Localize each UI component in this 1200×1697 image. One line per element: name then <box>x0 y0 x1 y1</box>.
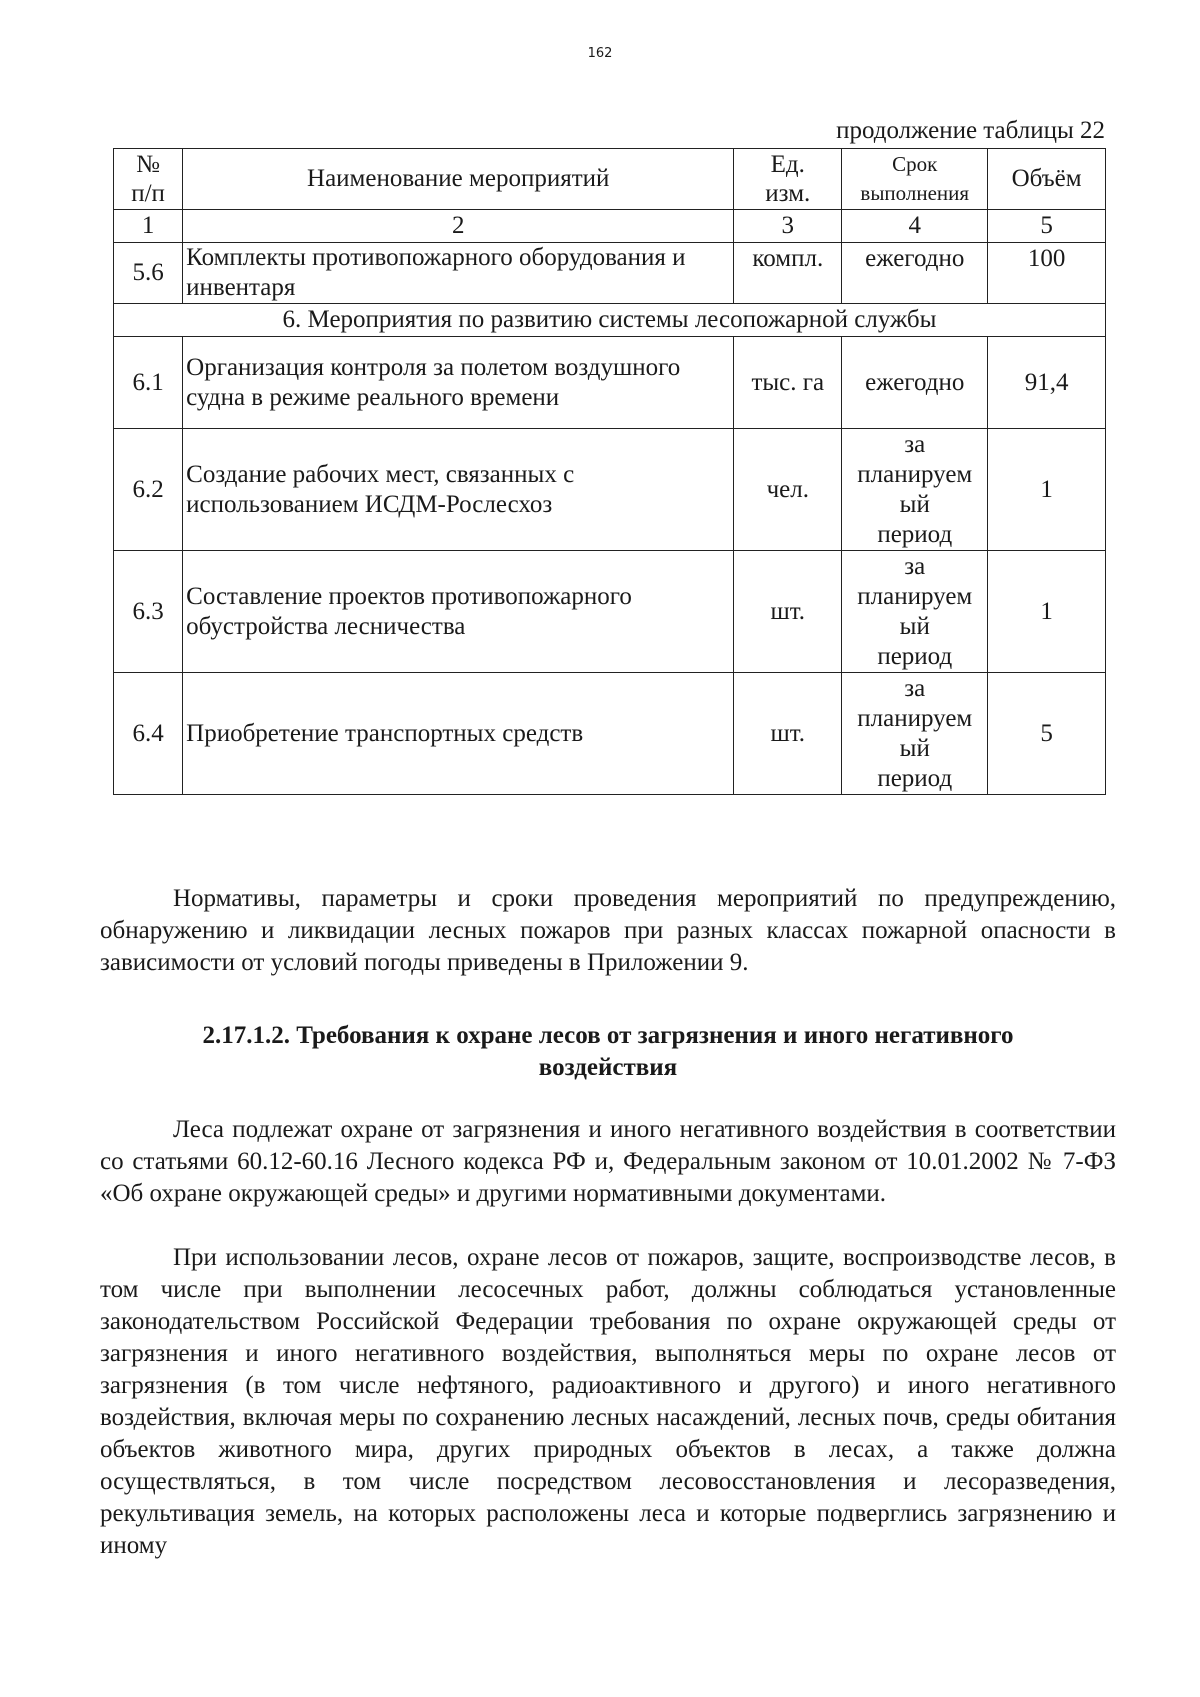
row-unit: чел. <box>734 429 842 551</box>
row-name: Комплекты противопожарного оборудования и инвентаря <box>183 243 734 304</box>
table-section-row <box>114 304 1106 337</box>
row-name: Создание рабочих мест, связанных с использованием ИСДМ-Рослесхоз <box>183 429 734 551</box>
header-volume: Объём <box>988 149 1106 210</box>
row-term: ежегодно <box>842 243 988 304</box>
row-num: 6.1 <box>114 337 183 429</box>
row-name: Приобретение транспортных средств <box>183 673 734 795</box>
row-unit: шт. <box>734 551 842 673</box>
row-num: 5.6 <box>114 243 183 304</box>
row-name: Организация контроля за полетом воздушного судна в режиме реального времени <box>183 337 734 429</box>
table-row <box>114 243 1106 304</box>
header-num: № п/п <box>114 149 183 210</box>
row-name: Составление проектов противопожарного обустройства лесничества <box>183 551 734 673</box>
section-heading-line-1: 2.17.1.2. Требования к охране лесов от загрязнения и иного негативного <box>202 1022 1014 1049</box>
row-term: ежегодно <box>842 337 988 429</box>
paragraph-protection: Леса подлежат охране от загрязнения и иного негативного воздействия в соответствии со статьями 60.12-60.16 Лесного кодекса РФ и, Федеральным законом от 10.01.2002 № 7-ФЗ «Об охране окружающей среды» и другими нормативными документами. <box>100 1116 1116 1207</box>
row-term: за планируем ый период <box>842 429 988 551</box>
paragraph-requirements: При использовании лесов, охране лесов от пожаров, защите, воспроизводстве лесов, в том числе при выполнении лесосечных работ, должны соблюдаться установленные законодательством Российской Федерации требования по охране окружающей среды от загрязнения и иного негативного воздействия, выполняться меры по охране лесов от загрязнения (в том числе нефтяного, радиоактивного и другого) и иного негативного воздействия, включая меры по сохранению лесных насаждений, лесных почв, среды обитания объектов животного мира, других природных объектов в лесах, а также должна осуществляться, в том числе посредством лесовосстановления и лесоразведения, рекультивация земель, на которых расположены леса и которые подверглись загрязнению и иному <box>100 1244 1116 1559</box>
index-cell: 4 <box>842 210 988 243</box>
section-heading-line-2: воздействия <box>538 1054 678 1081</box>
table-header-row <box>114 149 1106 210</box>
table-index-row <box>114 210 1106 243</box>
page-number: 162 <box>587 46 613 61</box>
row-volume: 91,4 <box>988 337 1106 429</box>
index-cell: 5 <box>988 210 1106 243</box>
table-continuation-caption: продолжение таблицы 22 <box>836 117 1105 144</box>
index-cell: 1 <box>114 210 183 243</box>
index-cell: 2 <box>183 210 734 243</box>
header-unit: Ед. изм. <box>734 149 842 210</box>
row-unit: тыс. га <box>734 337 842 429</box>
index-cell: 3 <box>734 210 842 243</box>
table-row <box>114 429 1106 551</box>
row-num: 6.4 <box>114 673 183 795</box>
header-term: Срок выполнения <box>842 149 988 210</box>
table-row <box>114 551 1106 673</box>
table-row <box>114 337 1106 429</box>
paragraph-normatives: Нормативы, параметры и сроки проведения мероприятий по предупреждению, обнаружению и ликвидации лесных пожаров при разных классах пожарной опасности в зависимости от условий погоды приведены в Приложении 9. <box>100 885 1116 976</box>
row-unit: компл. <box>734 243 842 304</box>
header-name: Наименование мероприятий <box>183 149 734 210</box>
row-volume: 1 <box>988 429 1106 551</box>
section-heading-6: 6. Мероприятия по развитию системы лесопожарной службы <box>114 304 1106 337</box>
table-row <box>114 673 1106 795</box>
row-volume: 5 <box>988 673 1106 795</box>
measures-table <box>113 148 1106 795</box>
row-num: 6.2 <box>114 429 183 551</box>
row-num: 6.3 <box>114 551 183 673</box>
row-term: за планируем ый период <box>842 673 988 795</box>
row-volume: 1 <box>988 551 1106 673</box>
section-heading <box>100 1020 1116 1084</box>
row-unit: шт. <box>734 673 842 795</box>
row-term: за планируем ый период <box>842 551 988 673</box>
row-volume: 100 <box>988 243 1106 304</box>
